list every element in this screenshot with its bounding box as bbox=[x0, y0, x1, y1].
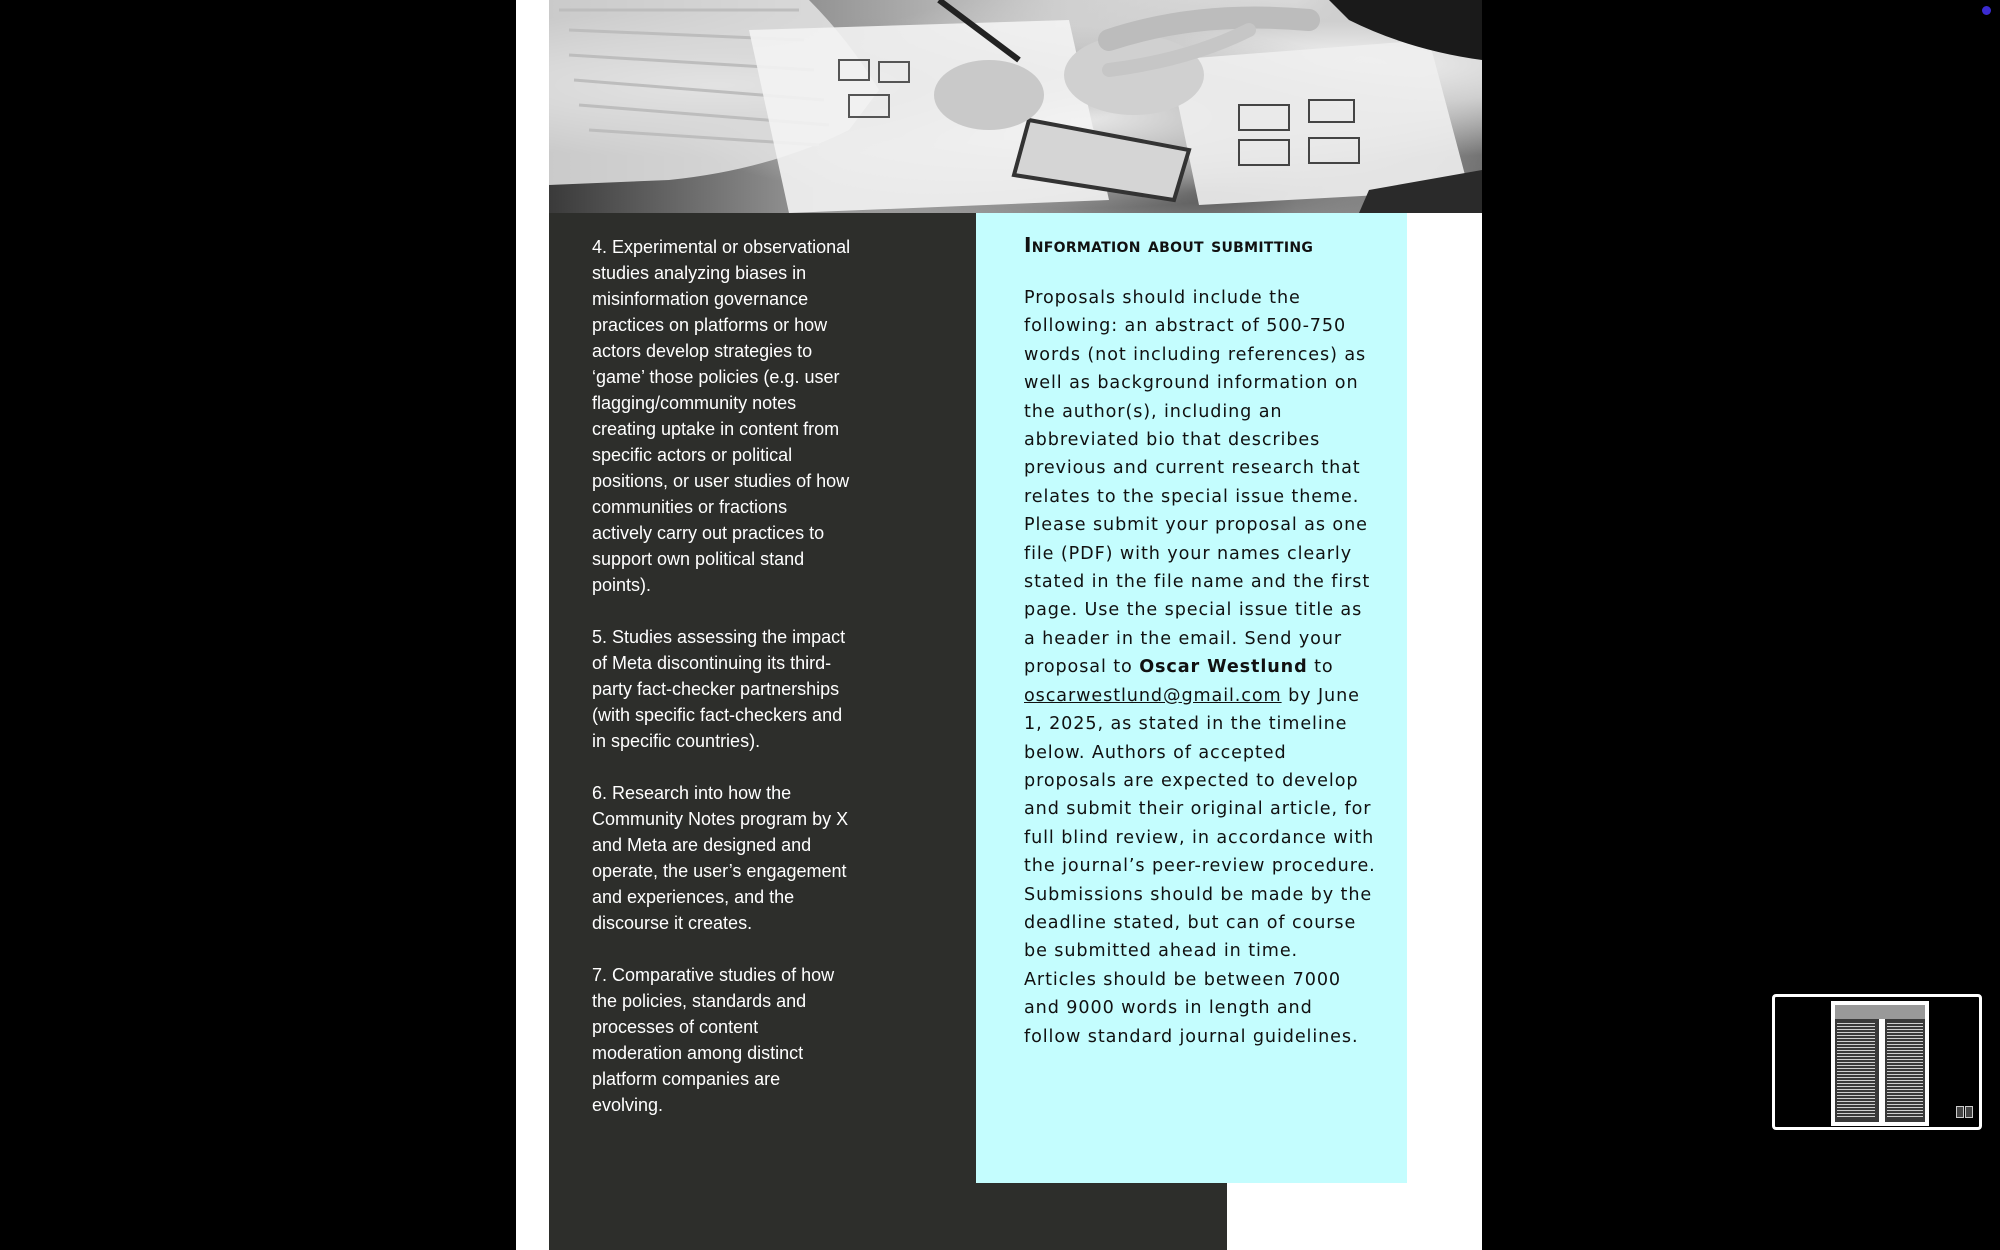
thumbnail-image bbox=[1835, 1005, 1925, 1019]
contact-name: Oscar Westlund bbox=[1139, 657, 1308, 678]
list-item: 6. Research into how the Community Notes program by X and Meta are designed and operate, the user’s engagement and experiences, and the discourse it creates. bbox=[592, 783, 849, 933]
thumbnail-page bbox=[1831, 1001, 1929, 1126]
info-text: by June 1, 2025, as stated in the timeline below. Authors of accepted proposals are expected to develop and submit their original article, for full blind review, in accordance with the journal’s peer-review procedure. Submissions should be made by the deadline stated, but can of course be submitted ahead in time. Articles should be between 7000 and 9000 words in length and follow standard journal guidelines. bbox=[1024, 685, 1376, 1047]
email-link[interactable]: oscarwestlund@gmail.com bbox=[1024, 685, 1282, 706]
info-body bbox=[1024, 284, 1376, 1051]
thumbnail-text bbox=[1837, 1023, 1875, 1119]
indicator-dot bbox=[1982, 6, 1991, 15]
info-heading: Information about submitting bbox=[1024, 233, 1314, 257]
thumbnail-text bbox=[1887, 1023, 1923, 1119]
info-text: to bbox=[1307, 657, 1334, 678]
list-item: 5. Studies assessing the impact of Meta discontinuing its third-party fact-checker partnerships (with specific fact-checkers and in specific countries). bbox=[592, 627, 846, 751]
page-thumbnail[interactable] bbox=[1772, 994, 1982, 1130]
list-item: 4. Experimental or observational studies analyzing biases in misinformation governance practices on platforms or how actors develop strategies to ‘game’ those policies (e.g. user flagging/community notes creating uptake in content from specific actors or political positions, or user studies of how communities or fractions actively carry out practices to support own political stand points). bbox=[592, 237, 851, 595]
two-page-view-icon[interactable] bbox=[1955, 1105, 1975, 1117]
info-text: Proposals should include the following: an abstract of 500-750 words (not including references) as well as background information on the author(s), including an abbreviated bio that describes previous and current research that relates to the special issue theme. Please submit your proposal as one file (PDF) with your names clearly stated in the file name and the first page. Use the special issue title as a header in the email. Send your proposal to bbox=[1024, 288, 1371, 678]
research-topics-list bbox=[592, 234, 852, 1144]
header-photo bbox=[549, 0, 1482, 213]
list-item: 7. Comparative studies of how the policies, standards and processes of content moderation among distinct platform companies are evolving. bbox=[592, 965, 835, 1115]
